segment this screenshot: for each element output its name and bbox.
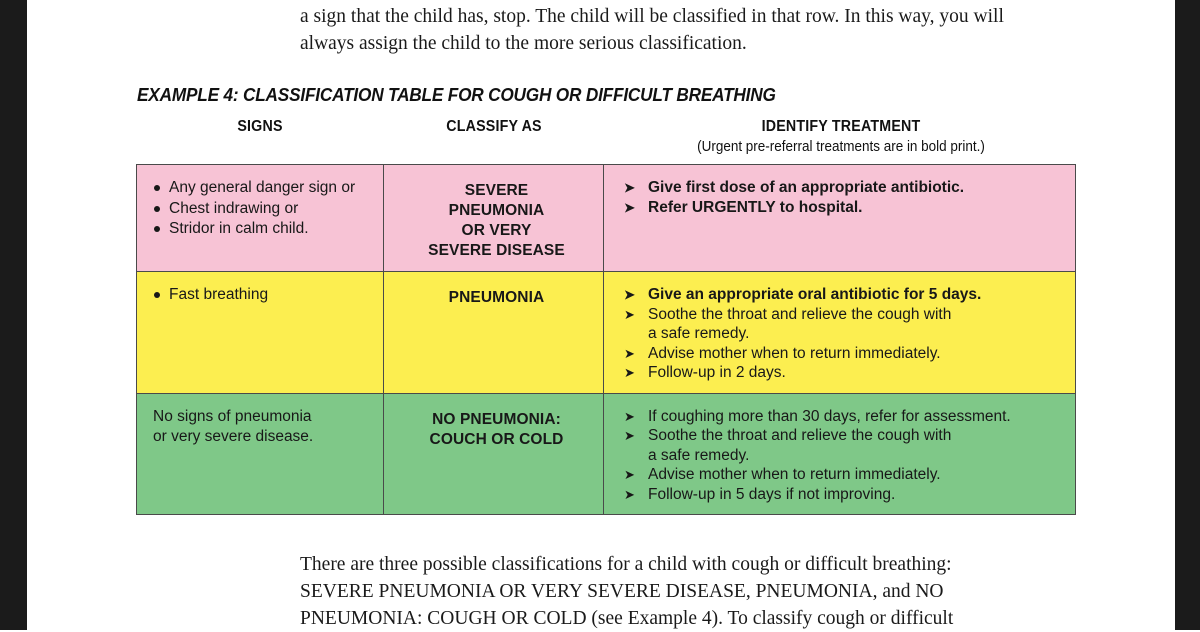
column-header-signs: [136, 118, 384, 136]
list-item: ➤ Follow-up in 2 days.: [624, 363, 1065, 383]
row-no-pneumonia-signs-cell: [137, 394, 384, 515]
column-header-classify: [384, 118, 604, 136]
classify-line: PNEUMONIA: [448, 202, 545, 219]
row-pneumonia-signs-cell: [137, 272, 384, 393]
sign-list: [153, 285, 373, 305]
treatment-list: [624, 178, 1065, 217]
row-severe-treatment-cell: [604, 165, 1075, 271]
intro-line-1: a sign that the child has, stop. The child will be classified in that row. In this way, you will: [300, 6, 1004, 27]
classify-line: SEVERE: [464, 182, 529, 199]
classify-line: COUCH OR COLD: [429, 430, 564, 448]
classify-line: OR VERY: [461, 222, 532, 239]
closing-line-3: PNEUMONIA: COUGH OR COLD (see Example 4). To classify cough or difficult: [300, 608, 954, 629]
list-item: Chest indrawing or: [153, 199, 373, 219]
list-item-continuation: a safe remedy.: [648, 446, 750, 464]
column-header-treatment-label: IDENTIFY TREATMENT: [761, 118, 921, 135]
row-severe-signs-cell: [137, 165, 384, 271]
closing-paragraph: [300, 551, 1095, 632]
closing-line-1: There are three possible classifications for a child with cough or difficult breathing:: [300, 554, 952, 575]
list-item-continuation: a safe remedy.: [648, 325, 750, 342]
column-header-signs-label: SIGNS: [237, 118, 283, 135]
list-item: Stridor in calm child.: [153, 219, 373, 239]
sign-text-line: or very severe disease.: [153, 427, 314, 445]
intro-line-2: always assign the child to the more serious classification.: [300, 33, 747, 54]
list-item-text: Soothe the throat and relieve the cough with: [648, 427, 952, 444]
row-no-pneumonia-classify-cell: [384, 394, 604, 515]
list-item: ➤ Give first dose of an appropriate antibiotic.: [624, 178, 1065, 198]
list-item: [624, 305, 1065, 344]
column-header-treatment: [604, 118, 1078, 155]
list-item: ➤ Follow-up in 5 days if not improving.: [624, 485, 1065, 505]
row-no-pneumonia-treatment-cell: [604, 394, 1075, 515]
row-pneumonia-classify-cell: [384, 272, 604, 393]
table-row: [137, 394, 1075, 515]
list-item: Any general danger sign or: [153, 178, 373, 198]
treatment-list: [624, 407, 1065, 505]
list-item: ➤ Refer URGENTLY to hospital.: [624, 198, 1065, 218]
classify-line: SEVERE DISEASE: [428, 242, 565, 259]
table-row: [137, 272, 1075, 394]
classify-line: PNEUMONIA: [448, 289, 545, 306]
row-pneumonia-treatment-cell: [604, 272, 1075, 393]
intro-paragraph: [300, 3, 1095, 57]
list-item-text: Soothe the throat and relieve the cough with: [648, 305, 952, 323]
sign-list: [153, 178, 373, 239]
column-header-classify-label: CLASSIFY AS: [446, 118, 542, 135]
sign-text: [153, 407, 373, 447]
classification-table: [136, 164, 1076, 515]
list-item: Fast breathing: [153, 285, 373, 305]
list-item: ➤ Advise mother when to return immediately.: [624, 465, 1065, 485]
right-letterbox-bar: [1175, 0, 1200, 630]
row-severe-classify-cell: [384, 165, 604, 271]
table-column-headers: [136, 118, 1078, 164]
example-title: EXAMPLE 4: CLASSIFICATION TABLE FOR COUGH OR DIFFICULT BREATHING: [137, 84, 776, 105]
column-header-treatment-note: (Urgent pre-referral treatments are in bold print.): [697, 139, 985, 155]
list-item: ➤ If coughing more than 30 days, refer for assessment.: [624, 407, 1065, 427]
closing-line-2: SEVERE PNEUMONIA OR VERY SEVERE DISEASE, PNEUMONIA, and NO: [300, 581, 944, 602]
table-row: [137, 165, 1075, 272]
list-item: ➤ Advise mother when to return immediately.: [624, 344, 1065, 364]
classify-line: NO PNEUMONIA:: [432, 410, 561, 428]
list-item: ➤ Give an appropriate oral antibiotic for 5 days.: [624, 285, 1065, 305]
left-letterbox-bar: [0, 0, 27, 630]
sign-text-line: No signs of pneumonia: [153, 407, 312, 425]
document-page: [27, 0, 1175, 630]
list-item: [624, 426, 1065, 465]
treatment-list: [624, 285, 1065, 383]
